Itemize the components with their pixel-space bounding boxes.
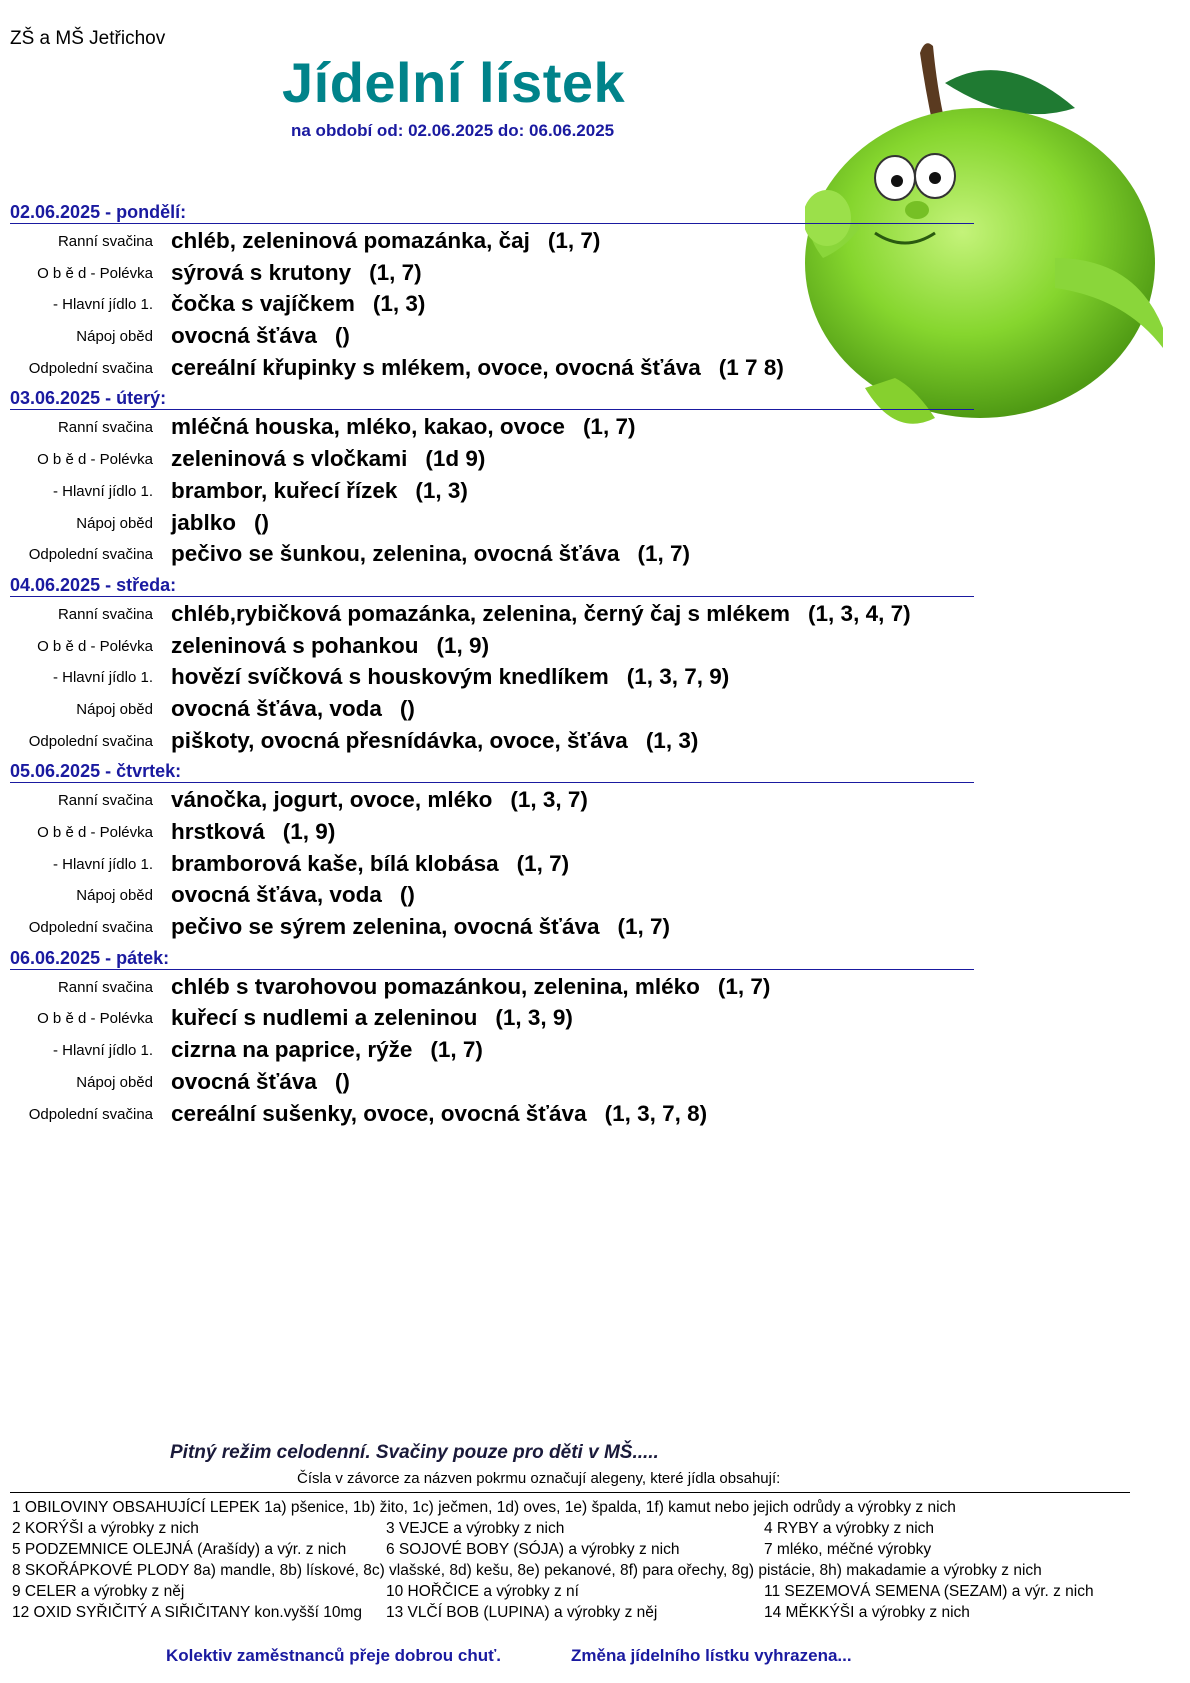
- day-block: [10, 200, 1010, 386]
- meal-label: Odpolední svačina: [28, 919, 153, 937]
- dish-allergens: (): [254, 509, 270, 535]
- dish-name: bramborová kaše, bílá klobása: [171, 850, 499, 876]
- meal-row: [10, 414, 1010, 446]
- dish-allergens: (1, 7): [547, 228, 601, 253]
- divider: [10, 1492, 1130, 1493]
- meal-label: Odpolední svačina: [28, 732, 153, 750]
- dish-allergens: (1, 3, 7, 8): [604, 1100, 708, 1126]
- meal-label: O b ě d - Polévka: [37, 824, 153, 841]
- meal-row: [10, 728, 1010, 760]
- dish-allergens: (1, 7): [582, 414, 636, 440]
- allergen-legend: [12, 1497, 1132, 1623]
- allergen-item: 8 SKOŘÁPKOVÉ PLODY 8a) mandle, 8b) lískové, 8c) vlašské, 8d) kešu, 8e) pekanové, 8f) para ořechy, 8g) pistácie, 8h) makadamie a výrobky z nich: [12, 1562, 1042, 1579]
- day-block: [10, 946, 1010, 1132]
- allergen-item: 7 mléko, méčné výrobky: [764, 1541, 932, 1558]
- meal-row: [10, 323, 1010, 355]
- dish-name: hrstková: [171, 819, 265, 844]
- allergen-item: 10 HOŘČICE a výrobky z ní: [386, 1583, 579, 1600]
- meal-row: [10, 974, 1010, 1006]
- allergen-row: [12, 1602, 1132, 1623]
- dish-name: cereální křupinky s mlékem, ovoce, ovocná šťáva: [171, 354, 701, 380]
- day-header: 06.06.2025 - pátek:: [10, 946, 974, 970]
- dish-allergens: (): [399, 695, 415, 721]
- dish-name: ovocná šťáva: [171, 323, 317, 349]
- allergen-row: [12, 1581, 1132, 1602]
- meal-row: [10, 633, 1010, 665]
- meal-row: [10, 601, 1010, 633]
- dish-name: kuřecí s nudlemi a zeleninou: [171, 1005, 478, 1031]
- meal-row: [10, 1005, 1010, 1037]
- dish-name: sýrová s krutony: [171, 259, 352, 285]
- dish-allergens: (): [334, 323, 350, 349]
- dish-allergens: (1, 7): [369, 259, 422, 285]
- dish-allergens: (1, 7): [617, 914, 671, 940]
- dish-allergens: (1, 3, 7): [510, 787, 588, 813]
- allergen-item: 5 PODZEMNICE OLEJNÁ (Arašídy) a výr. z nich: [12, 1541, 347, 1558]
- meal-label: Ranní svačina: [57, 233, 153, 250]
- day-header: 04.06.2025 - středa:: [10, 573, 974, 597]
- dish-name: cereální sušenky, ovoce, ovocná šťáva: [171, 1100, 587, 1126]
- meal-label: Nápoj oběd: [76, 700, 153, 718]
- meal-label: - Hlavní jídlo 1.: [52, 1042, 153, 1060]
- dish-name: vánočka, jogurt, ovoce, mléko: [171, 787, 493, 813]
- dish-allergens: (1, 3): [372, 291, 426, 317]
- dish-name: jablko: [171, 509, 237, 535]
- allergen-item: 14 MĚKKÝŠI a výrobky z nich: [764, 1604, 970, 1621]
- meal-label: Odpolední svačina: [28, 359, 153, 377]
- dish-name: brambor, kuřecí řízek: [171, 477, 398, 503]
- allergen-item: 13 VLČÍ BOB (LUPINA) a výrobky z něj: [386, 1604, 658, 1621]
- meal-row: [10, 541, 1010, 573]
- dish-name: ovocná šťáva, voda: [171, 882, 382, 908]
- meal-label: Odpolední svačina: [28, 546, 153, 564]
- dish-name: zeleninová s vločkami: [171, 446, 408, 472]
- meal-row: [10, 696, 1010, 728]
- meal-label: Ranní svačina: [57, 419, 153, 437]
- meal-row: [10, 1037, 1010, 1069]
- dish-allergens: (1, 7): [430, 1037, 483, 1063]
- meal-label: Ranní svačina: [57, 792, 153, 810]
- school-name: ZŠ a MŠ Jetřichov: [10, 28, 166, 49]
- allergen-row: [12, 1539, 1132, 1560]
- meal-row: [10, 260, 1010, 292]
- meal-row: [10, 510, 1010, 542]
- dish-name: hovězí svíčková s houskovým knedlíkem: [171, 664, 609, 690]
- day-header: 05.06.2025 - čtvrtek:: [10, 759, 974, 783]
- dish-name: chléb, zeleninová pomazánka, čaj: [171, 228, 530, 253]
- allergen-item: 2 KORÝŠI a výrobky z nich: [12, 1520, 199, 1537]
- dish-name: chléb s tvarohovou pomazánkou, zelenina, mléko: [171, 973, 700, 999]
- footer-wish: Kolektiv zaměstnanců přeje dobrou chuť.: [166, 1646, 501, 1665]
- meal-label: Nápoj oběd: [76, 514, 153, 532]
- day-header: 02.06.2025 - pondělí:: [10, 200, 974, 224]
- weekly-menu: [10, 200, 1010, 1132]
- dish-allergens: (1, 3): [415, 477, 468, 503]
- meal-row: [10, 851, 1010, 883]
- dish-name: cizrna na paprice, rýže: [171, 1037, 413, 1063]
- meal-label: O b ě d - Polévka: [37, 637, 153, 655]
- dish-name: pečivo se sýrem zelenina, ovocná šťáva: [171, 914, 600, 940]
- meal-row: [10, 882, 1010, 914]
- meal-row: [10, 355, 1010, 387]
- page-title: Jídelní lístek: [282, 51, 626, 114]
- dish-allergens: (1, 9): [282, 819, 336, 844]
- dish-name: piškoty, ovocná přesnídávka, ovoce, šťáva: [171, 727, 628, 753]
- meal-row: [10, 819, 1010, 851]
- meal-label: O b ě d - Polévka: [37, 264, 153, 282]
- allergen-item: 1 OBILOVINY OBSAHUJÍCÍ LEPEK 1a) pšenice, 1b) žito, 1c) ječmen, 1d) oves, 1e) špalda, 1f) kamut nebo jejich odrůdy a výrobky z nich: [12, 1499, 956, 1516]
- footer-notice: Změna jídelního lístku vyhrazena...: [571, 1646, 852, 1665]
- dish-name: chléb,rybičková pomazánka, zelenina, černý čaj s mlékem: [171, 600, 791, 626]
- meal-label: - Hlavní jídlo 1.: [52, 296, 153, 314]
- meal-label: - Hlavní jídlo 1.: [52, 482, 153, 500]
- meal-row: [10, 446, 1010, 478]
- meal-label: Nápoj oběd: [76, 328, 153, 346]
- meal-row: [10, 787, 1010, 819]
- allergen-item: 9 CELER a výrobky z něj: [12, 1583, 185, 1600]
- drink-note: Pitný režim celodenní. Svačiny pouze pro děti v MŠ.....: [170, 1442, 659, 1463]
- allergen-row: [12, 1497, 1132, 1518]
- meal-row: [10, 1101, 1010, 1133]
- menu-period: na období od: 02.06.2025 do: 06.06.2025: [291, 121, 615, 140]
- allergen-item: 4 RYBY a výrobky z nich: [764, 1520, 935, 1537]
- dish-allergens: (1, 7): [637, 541, 690, 567]
- day-block: [10, 386, 1010, 572]
- allergen-item: 6 SOJOVÉ BOBY (SÓJA) a výrobky z nich: [386, 1541, 680, 1558]
- meal-label: O b ě d - Polévka: [37, 1010, 153, 1028]
- dish-allergens: (1d 9): [425, 446, 486, 472]
- allergen-item: 3 VEJCE a výrobky z nich: [386, 1520, 565, 1537]
- meal-label: Ranní svačina: [57, 605, 153, 623]
- dish-allergens: (): [334, 1068, 350, 1094]
- dish-name: čočka s vajíčkem: [171, 291, 355, 317]
- allergen-item: 11 SEZEMOVÁ SEMENA (SEZAM) a výr. z nich: [764, 1583, 1094, 1600]
- day-block: [10, 759, 1010, 945]
- dish-name: ovocná šťáva: [171, 1068, 317, 1094]
- meal-label: Nápoj oběd: [76, 887, 153, 905]
- dish-name: pečivo se šunkou, zelenina, ovocná šťáva: [171, 541, 620, 567]
- meal-row: [10, 1069, 1010, 1101]
- dish-allergens: (): [399, 882, 415, 908]
- allergen-item: 12 OXID SYŘIČITÝ A SIŘIČITANY kon.vyšší 10mg: [12, 1604, 363, 1621]
- dish-allergens: (1, 7): [717, 973, 771, 999]
- dish-allergens: (1, 3, 9): [495, 1005, 573, 1031]
- allergen-row: [12, 1518, 1132, 1539]
- meal-label: - Hlavní jídlo 1.: [52, 669, 153, 687]
- dish-name: zeleninová s pohankou: [171, 632, 419, 658]
- allergen-intro: Čísla v závorce za názven pokrmu označují alegeny, které jídla obsahují:: [297, 1470, 781, 1487]
- meal-label: Nápoj oběd: [76, 1073, 153, 1091]
- meal-row: [10, 228, 1010, 260]
- dish-name: mléčná houska, mléko, kakao, ovoce: [171, 414, 565, 440]
- meal-label: Odpolední svačina: [28, 1105, 153, 1123]
- meal-row: [10, 914, 1010, 946]
- dish-allergens: (1, 3, 7, 9): [626, 664, 730, 690]
- day-header: 03.06.2025 - úterý:: [10, 386, 974, 410]
- dish-allergens: (1, 3, 4, 7): [808, 600, 911, 626]
- dish-allergens: (1, 9): [436, 632, 490, 658]
- day-block: [10, 573, 1010, 759]
- meal-row: [10, 664, 1010, 696]
- meal-row: [10, 478, 1010, 510]
- meal-label: - Hlavní jídlo 1.: [52, 855, 153, 873]
- dish-name: ovocná šťáva, voda: [171, 695, 382, 721]
- meal-row: [10, 291, 1010, 323]
- dish-allergens: (1, 7): [516, 850, 570, 876]
- dish-allergens: (1, 3): [645, 727, 699, 753]
- meal-label: O b ě d - Polévka: [37, 451, 153, 469]
- dish-allergens: (1 7 8): [718, 354, 784, 380]
- allergen-row: [12, 1560, 1132, 1581]
- meal-label: Ranní svačina: [57, 978, 153, 996]
